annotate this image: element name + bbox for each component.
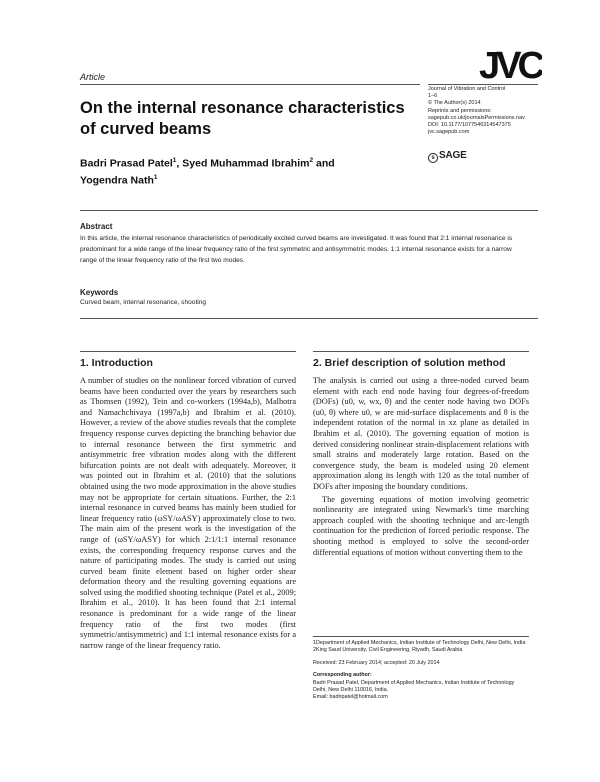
- journal-logo-text: JVC: [479, 45, 541, 84]
- author-affiliation-mark: 1: [153, 173, 158, 181]
- method-heading: 2. Brief description of solution method: [313, 357, 506, 369]
- method-heading-rule: [313, 351, 529, 352]
- journal-logo: [478, 44, 542, 84]
- journal-pages: 1–6: [428, 93, 438, 100]
- method-paragraph: The governing equations of motion involving geometric nonlinearity are integrated using Newmark's time marching approach coupled with the shooting technique and arc-length continuation for the prediction of forced periodic response. The shooting method is employed to solve the second-order differential equations of motion without converting them to the: [313, 494, 529, 557]
- abstract-text: In this article, the internal resonance characteristics of periodically excited curved beams are investigated. It was found that 2:1 internal resonance is predominant for a wide range of the linear frequency ratio of the first symmetric and antisymmetric modes. 1:1 internal resonance exists for a narrow range of the linear frequency ratio of the first two modes.: [80, 235, 513, 264]
- corresponding-heading: Corresponding author:: [313, 672, 372, 679]
- author-name: Badri Prasad Patel: [80, 157, 173, 170]
- journal-info: [428, 86, 538, 136]
- permissions-link[interactable]: sagepub.co.uk/journalsPermissions.nav: [428, 114, 525, 121]
- abstract-heading: Abstract: [80, 222, 113, 231]
- affiliation-note: 2King Saud University, Civil Engineering, Riyadh, Saudi Arabia: [313, 647, 463, 654]
- intro-paragraph: A number of studies on the nonlinear forced vibration of curved beams have been conducted over the years by researchers such as Thomsen (1992), Tein and co-workers (1994a,b), Malhotra and Namachchivaya (1997a,b) and Ibrahim et al. (2010). However, a review of the above studies reveals that the complete frequency response curves depicting the branching behavior due to internal resonance between the first symmetric and antisymmetric free vibration modes along with the different bifurcation points are not dealt with adequately. Moreover, it was pointed out in Ibrahim et al. (2010) that the solutions obtained using the two mode approximation in the above studies may not be appropriate for certain situations. Further, the 2:1 internal resonance in curved beams has mainly been studied for linear frequency ratio (ωSY/ωASY) approximately close to two. The main aim of the present work is the investigation of the range of (ωSY/ωASY) for which 2:1/1:1 internal resonance exists, the corresponding frequency response curves and the nature of participating modes. The study is carried out using curved beam finite element based on higher order shear deformation theory and the resulting governing equations are solved using the modified shooting technique (Patel et al., 2009; Ibrahim et al., 2010). It has been found that 2:1 internal resonance is predominant for a wide range of the linear frequency ratio of the first two modes (first symmetric/antisymmetric) and 1:1 internal resonance exists for a narrow range of the linear frequency ratio.: [80, 376, 296, 650]
- header-rule-right: [428, 84, 538, 85]
- corresponding-text: Badri Prasad Patel, Department of Applied Mechanics, Indian Institute of Technology Delhi, New Delhi 110016, India.: [313, 679, 515, 694]
- journal-url[interactable]: jvc.sagepub.com: [428, 129, 470, 136]
- author-separator: ,: [176, 157, 183, 170]
- author-affiliation-mark: 2: [309, 157, 314, 164]
- journal-name: Journal of Vibration and Control: [428, 86, 506, 92]
- keywords-heading: Keywords: [80, 288, 119, 297]
- author-list: [80, 154, 400, 187]
- method-paragraph: The analysis is carried out using a three-noded curved beam element with each end node having four degrees-of-freedom (DOFs) (u0, w, wx, θ) and the center node having two DOFs (u0, θ) where u0, w are mid-surface displacements and θ is the independent rotation of the normal in xz plane as detailed in Ibrahim et al. (2010). The governing equation of motion is derived considering nonlinear strain-displacement relations with small strains and moderately large rotation. Based on the convergence study, the beam is modeled using 20 element approximation along its length with 120 as the total number of DOFs after imposing the boundary conditions.: [313, 376, 529, 491]
- publisher-logo: [428, 150, 467, 163]
- article-type-label: Article: [80, 72, 106, 82]
- intro-heading: 1. Introduction: [80, 357, 153, 369]
- footnotes: [313, 640, 529, 702]
- reprints: Reprints and permissions:: [428, 107, 492, 114]
- copyright: © The Author(s) 2014: [428, 100, 481, 107]
- doi[interactable]: DOI: 10.1177/1077546314547375: [428, 122, 511, 129]
- intro-body: [80, 376, 296, 651]
- abstract-bottom-rule: [80, 318, 538, 319]
- affiliation-note: 1Department of Applied Mechanics, Indian Institute of Technology Delhi, New Delhi, India: [313, 640, 526, 646]
- abstract-top-rule: [80, 210, 538, 211]
- sage-emblem-icon: s: [428, 153, 438, 163]
- received-dates: Received: 23 February 2014; accepted: 20 July 2014: [313, 659, 440, 666]
- footnote-rule: [313, 636, 529, 637]
- author-name: Syed Muhammad Ibrahim: [182, 157, 310, 170]
- keywords-text: Curved beam, internal resonance, shooting: [80, 299, 207, 306]
- intro-heading-rule: [80, 351, 296, 352]
- author-name: Yogendra Nath: [80, 174, 154, 186]
- method-body: [313, 376, 529, 558]
- header-rule: [80, 84, 420, 85]
- corresponding-email[interactable]: Email: badripatel@hotmail.com: [313, 694, 388, 701]
- publisher-name: SAGE: [439, 150, 467, 161]
- author-separator: and: [313, 157, 335, 170]
- paper-title: On the internal resonance characteristics of curved beams: [80, 99, 405, 138]
- author-affiliation-mark: 1: [172, 157, 177, 164]
